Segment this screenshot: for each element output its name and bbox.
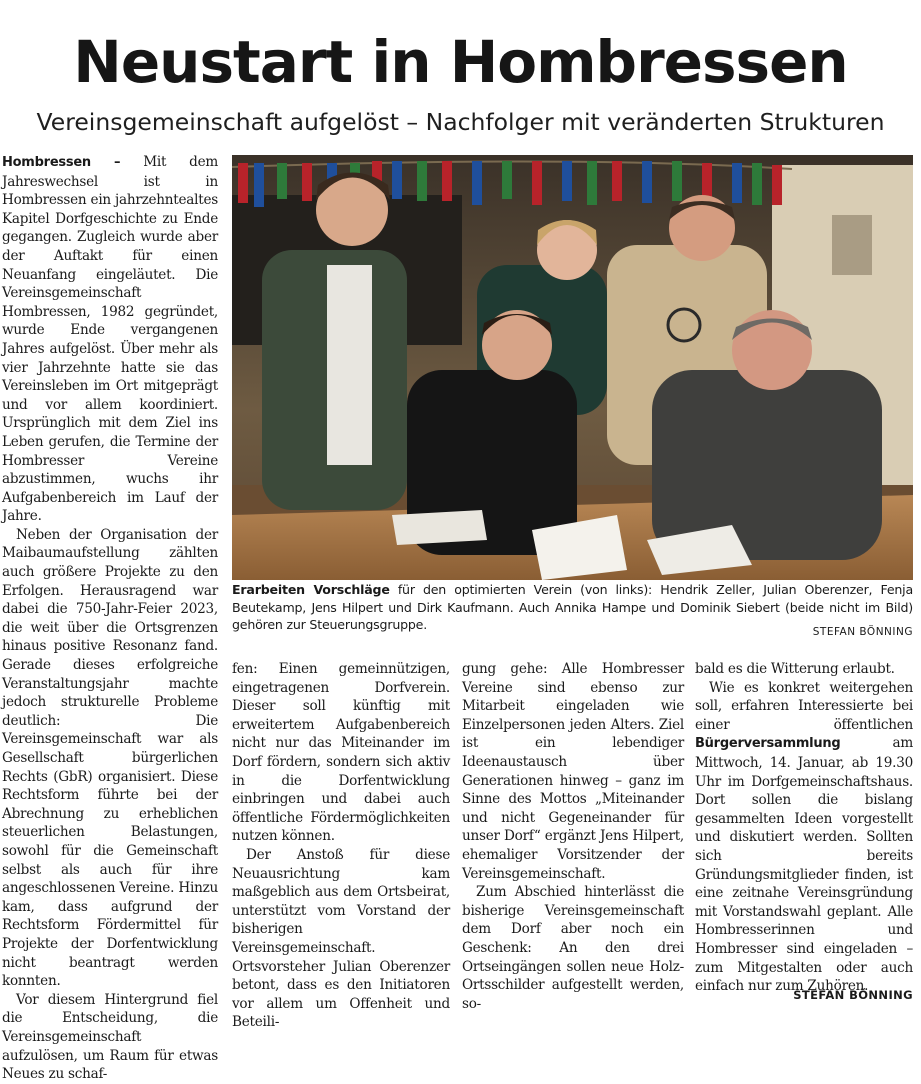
paragraph: gung gehe: Alle Hombresser Vereine sind ebenso zur Mitarbeit eingeladen wie Einzelpersonen jeden Alters. Ziel ist ein lebendiger Ideenaustausch über Generationen hinweg – ganz im Sinne des Mottos „Miteinander und nicht Gegeneinander für unser Dorf“ ergänzt Jens Hilpert, ehemaliger Vorsitzender der Vereinsgemeinschaft. [462,661,684,882]
paragraph: Vor diesem Hintergrund fiel die Entscheidung, die Vereinsgemeinschaft aufzulösen, um Raum für etwas Neues zu schaf- [2,991,218,1083]
paragraph [695,679,913,996]
subheadline: Vereinsgemeinschaft aufgelöst – Nachfolger mit veränderten Strukturen [36,108,885,136]
article-column-1 [2,153,218,1084]
paragraph: Neben der Organisation der Maibaumaufstellung zählten auch größere Projekte zu den Erfolgen. Herausragend war dabei die 750-Jahr-Feier 2023, die weit über die Ortsgrenzen hinaus positive Resonanz fand. Gerade dieses erfolgreiche Veranstaltungsjahr machte jedoch strukturelle Probleme deutlich: Die Vereinsgemeinschaft war als Gesellschaft bürgerlichen Rechts (GbR) organisiert. Diese Rechtsform führte bei der Abrechnung zu erheblichen steuerlichen Belastungen, sowohl für die Gemeinschaft selbst als auch für ihre angeschlossenen Vereine. Hinzu kam, dass aufgrund der Rechtsform Fördermittel für Projekte der Dorfentwicklung nicht beantragt werden konnten. [2,526,218,990]
group-photo-illustration [232,155,913,580]
paragraph: fen: Einen gemeinnützigen, eingetragenen Dorfverein. Dieser soll künftig mit erweitertem Aufgabenbereich nicht nur das Miteinander im Dorf fördern, sondern sich aktiv in die Dorfentwicklung einbringen und dabei auch öffentliche Fördermöglichkeiten nutzen können. [232,661,450,845]
event-name: Bürgerversammlung [695,736,841,752]
paragraph-text: Wie es konkret weitergehen soll, erfahren Interessierte bei einer öffentlichen [695,679,913,733]
photo-credit: STEFAN BÖNNING [812,626,913,638]
group-photo [232,155,913,580]
article-column-2 [232,660,450,1032]
paragraph-text: am Mittwoch, 14. Januar, ab 19.30 Uhr im Dorfgemeinschaftshaus. Dort sollen die bislang gesammelten Ideen vorgestellt und diskutiert werden. Sollten sich bereits Gründungsmitglieder finden, ist eine zeitnahe Vereinsgründung mit Vorstandswahl geplant. Alle Hombresserinnen und Hombresser sind eingeladen – zum Mitgestalten oder auch einfach nur zum Zuhören. [695,735,913,995]
article-column-3 [462,660,684,1013]
photo-caption [232,581,913,634]
paragraph: bald es die Witterung erlaubt. [695,661,895,677]
headline: Neustart in Hombressen [73,28,848,96]
article-column-4 [695,660,913,996]
caption-lead: Erarbeiten Vorschläge [232,582,390,597]
paragraph: Der Anstoß für diese Neuausrichtung kam maßgeblich aus dem Ortsbeirat, unterstützt vom Vorstand der bisherigen Vereinsgemeinschaft. Ortsvorsteher Julian Oberenzer betont, dass es den Initiatoren vor allem um Offenheit und Beteili- [232,846,450,1031]
paragraph [2,153,218,526]
author-byline: STEFAN BÖNNING [793,988,913,1002]
paragraph-text: Mit dem Jahreswechsel ist in Hombressen ein jahrzehntealtes Kapitel Dorfgeschichte zu Ende gegangen. Zugleich wurde aber der Auftakt für einen Neuanfang eingeläutet. Die Vereinsgemeinschaft Hombressen, 1982 gegründet, wurde Ende vergangenen Jahres aufgelöst. Über mehr als vier Jahrzehnte hatte sie das Vereinsleben im Ort mitgeprägt und vor allem koordiniert. Ursprünglich mit dem Ziel ins Leben gerufen, die Termine der Hombresser Vereine abzustimmen, wuchs ihr Aufgabenbereich im Lauf der Jahre. [2,154,218,525]
dateline: Hombressen – [2,155,121,170]
paragraph: Zum Abschied hinterlässt die bisherige Vereinsgemeinschaft dem Dorf aber noch ein Geschenk: An den drei Ortseingängen sollen neue Holz-Ortsschilder aufgestellt werden, so- [462,884,684,1012]
caption-text: für den optimierten Verein (von links): Hendrik Zeller, Julian Oberenzer, Fenja Beutekamp, Jens Hilpert und Dirk Kaufmann. Auch Annika Hampe und Dominik Siebert (beide nicht im Bild) gehören zur Steuerungsgruppe. [232,582,914,632]
